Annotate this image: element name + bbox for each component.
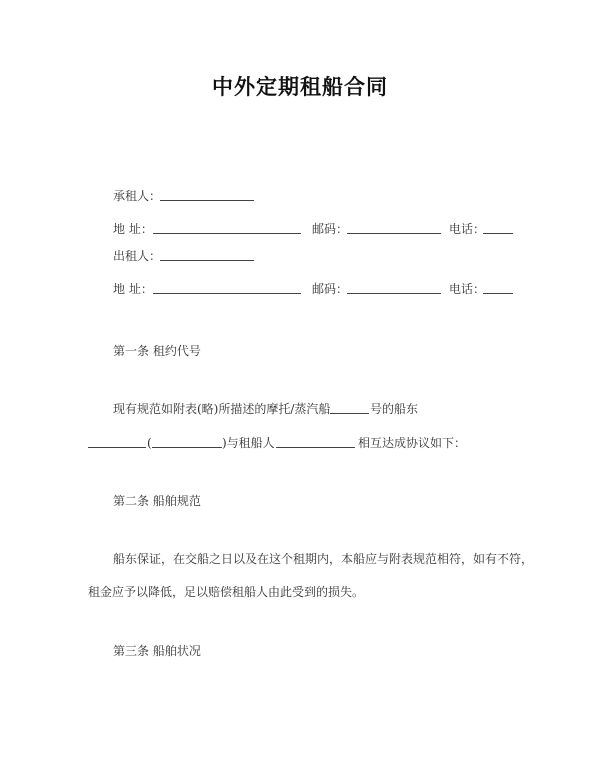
lessee-label: 承租人： [113,189,162,203]
lessor-label: 出租人： [113,249,162,263]
lessee-address-blank[interactable] [153,221,301,234]
charterer-blank[interactable] [276,435,355,448]
section-1-line1-a: 现有规范如附表(略)所描述的摩托/蒸汽船 [113,402,331,416]
lessor-blank[interactable] [160,248,254,261]
section-3-heading: 第三条 船舶状况 [113,644,201,658]
lessee-blank[interactable] [160,188,254,201]
lessor-phone-blank[interactable] [483,281,513,294]
section-2-heading: 第二条 船舶规范 [113,494,201,508]
shipowner-alt-blank[interactable] [152,435,222,448]
lessee-address-label: 地 址： [113,222,153,236]
lessor-postcode-label: 邮码： [312,282,349,296]
section-1-line2-c: 相互达成协议如下： [358,436,467,450]
lessor-phone-label: 电话： [449,282,486,296]
shipowner-blank[interactable] [88,435,146,448]
document-title: 中外定期租船合同 [212,75,388,99]
ship-name-blank[interactable] [330,401,369,414]
section-2-line1: 船东保证，在交船之日以及在这个租期内，本船应与附表规范相符，如有不符， [113,552,534,566]
lessor-postcode-blank[interactable] [347,281,441,294]
lessee-row [113,188,161,204]
lessee-phone-blank[interactable] [483,221,513,234]
lessee-postcode-label: 邮码： [312,222,349,236]
lessee-phone-label: 电话： [449,222,486,236]
section-2-line2: 租金应予以降低，足以赔偿租船人由此受到的损失。 [88,585,365,599]
section-1-heading: 第一条 租约代号 [113,344,201,358]
section-1-line1-b: 号的船东 [370,402,419,416]
lessor-address-label: 地 址： [113,282,153,296]
lessor-address-blank[interactable] [153,281,301,294]
section-1-line2-a: ( [147,436,152,450]
section-1-line2-b: )与租船人 [222,436,275,450]
lessee-postcode-blank[interactable] [347,221,441,234]
